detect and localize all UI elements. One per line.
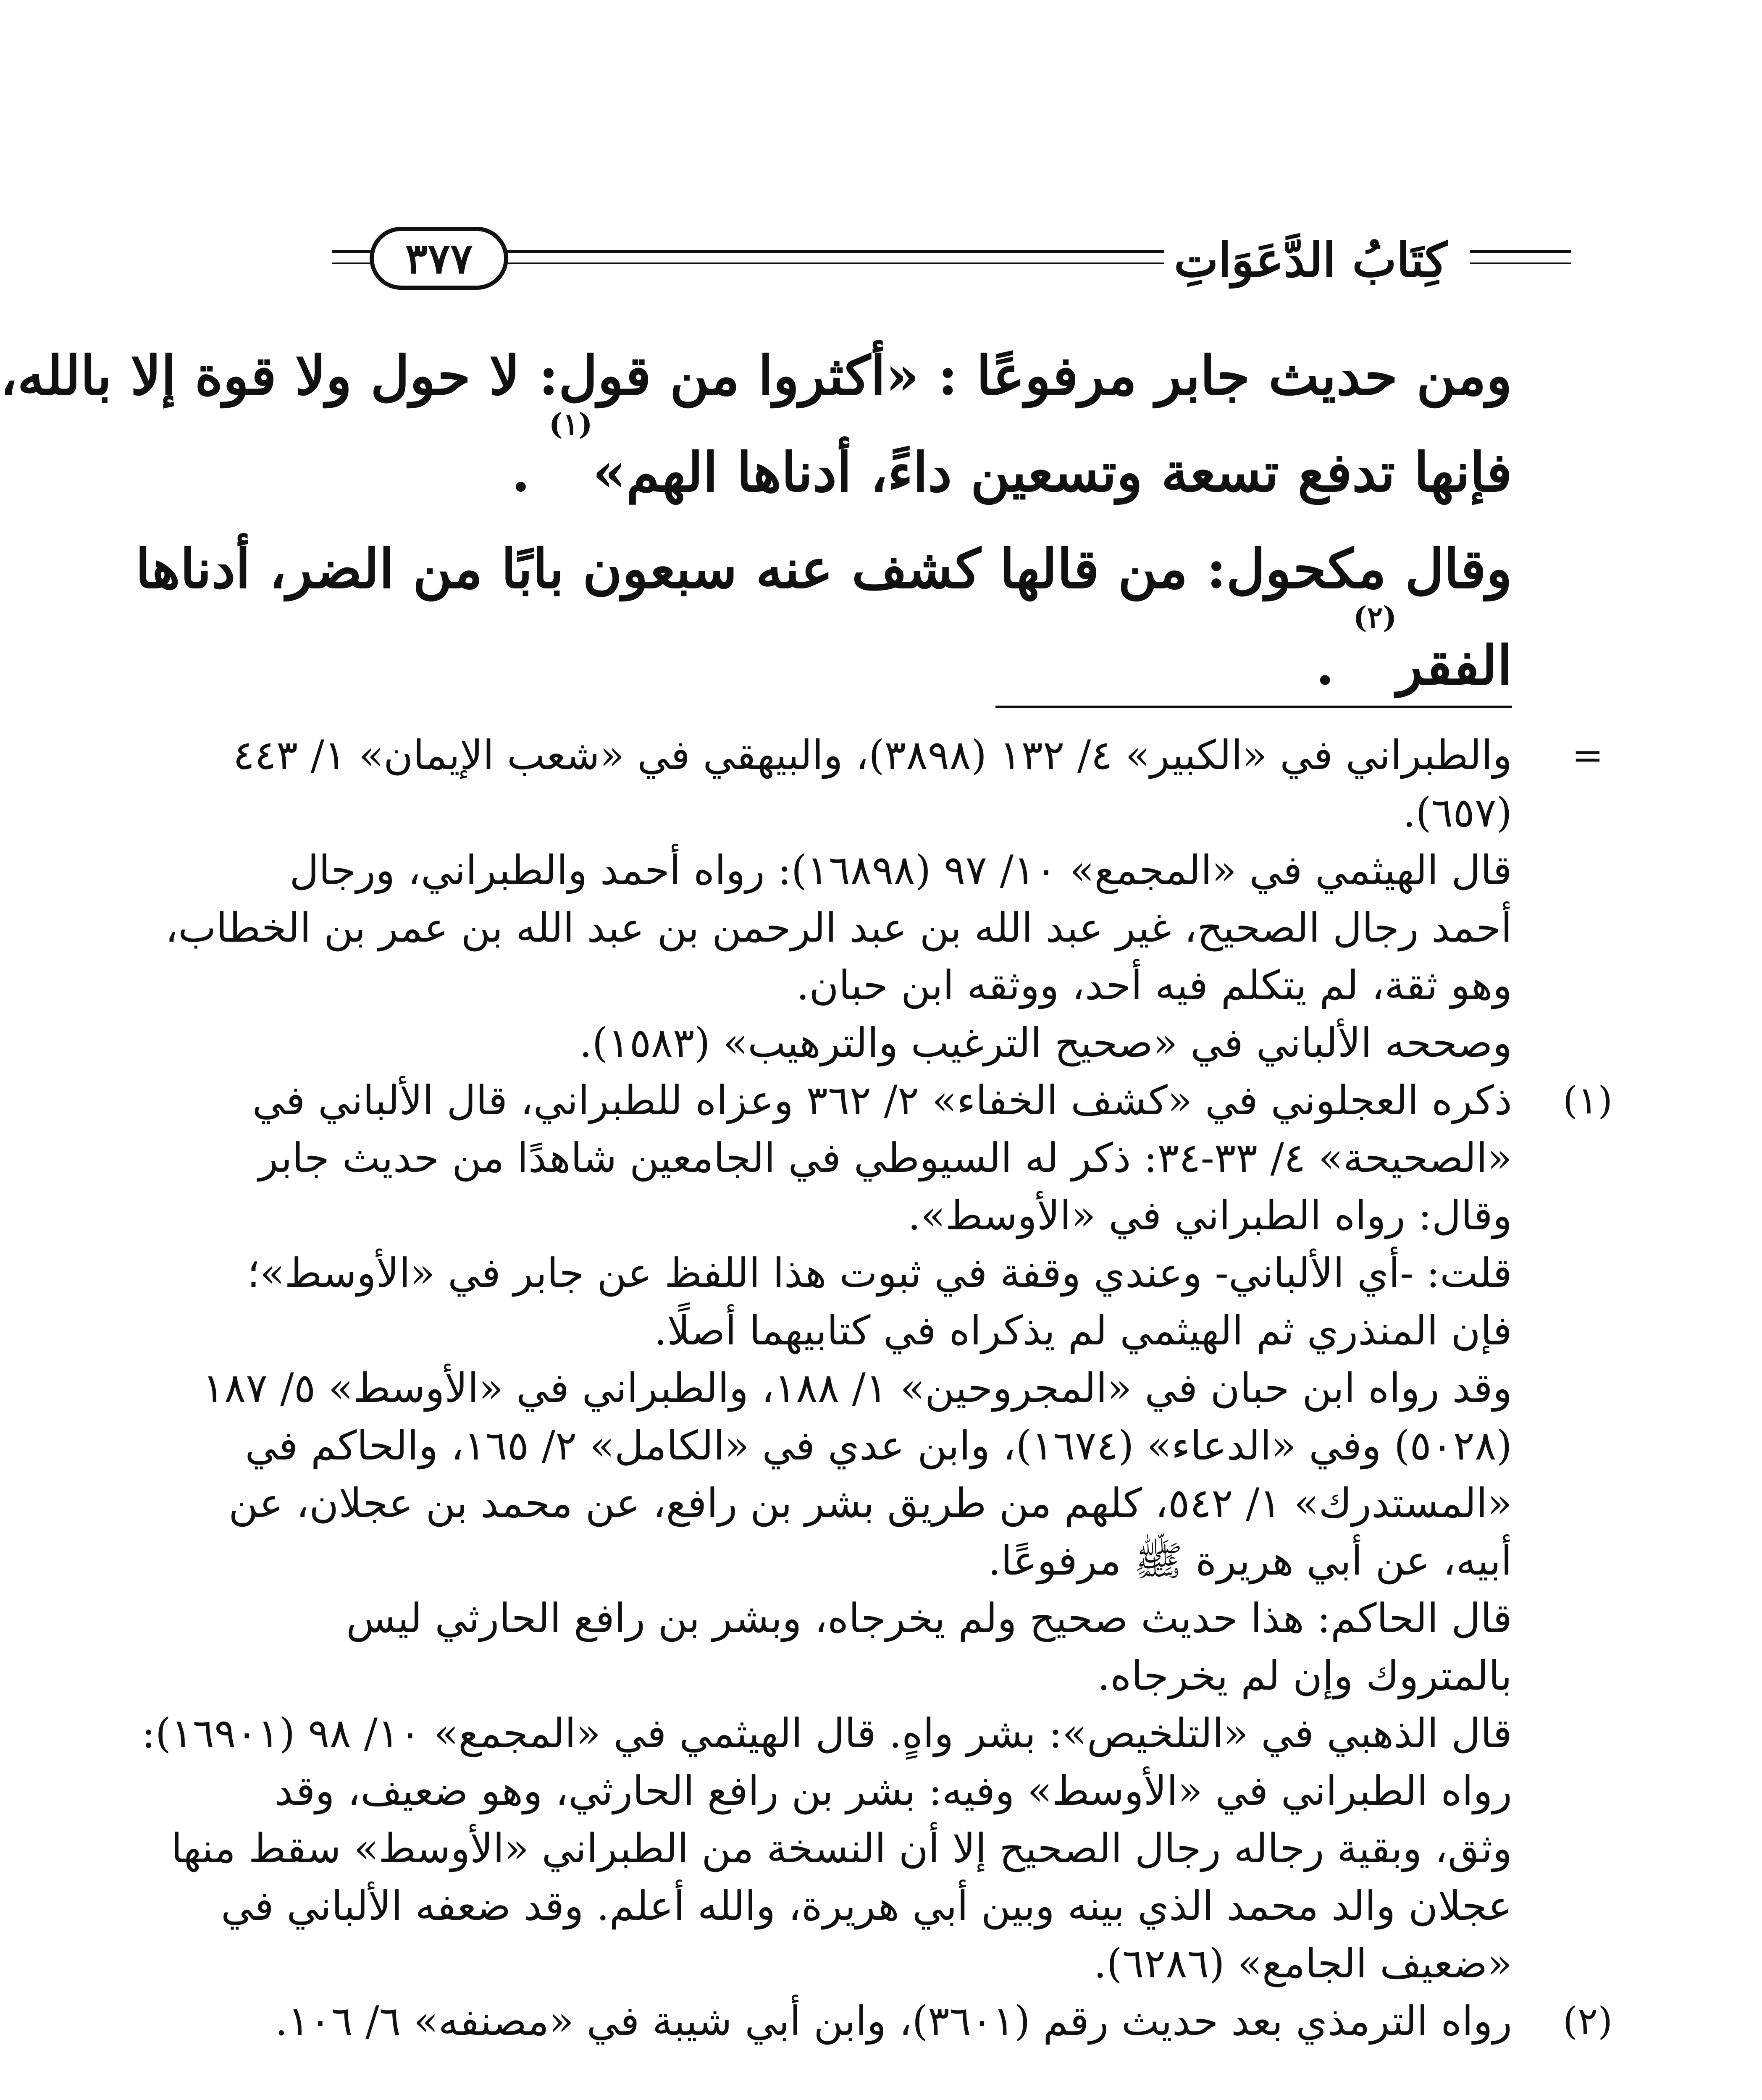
footnote-continuation — [165, 727, 1604, 1072]
footnote-line: قال الهيثمي في «المجمع» ١٠/ ٩٧ (١٦٨٩٨): رواه أحمد والطبراني، ورجال — [289, 847, 1512, 894]
footnote-line: «المستدرك» ١/ ٥٤٢، كلهم من طريق بشر بن رافع، عن محمد بن عجلان، عن — [228, 1480, 1512, 1527]
footnote-line: «ضعيف الجامع» (٦٢٨٦). — [1094, 1940, 1512, 1987]
footnote-line: أحمد رجال الصحيح، غير عبد الله بن عبد الرحمن بن عبد الله بن عمر بن الخطاب، — [165, 904, 1512, 951]
footnote-ref-1[interactable]: (١) — [549, 407, 593, 441]
footnote-line: قال الذهبي في «التلخيص»: بشر واهٍ. قال الهيثمي في «المجمع» ١٠/ ٩٨ (١٦٩٠١): — [142, 1710, 1512, 1757]
footnote-line: ذكره العجلوني في «كشف الخفاء» ٢/ ٣٦٢ وعزاه للطبراني، قال الألباني في — [252, 1077, 1512, 1124]
page-number: ٣٧٧ — [370, 227, 508, 290]
footnote-line: عجلان والد محمد الذي بينه وبين أبي هريرة، والله أعلم. وقد ضعفه الألباني في — [221, 1882, 1512, 1929]
footnote-2-marker: (٢) — [1562, 1999, 1613, 2043]
footnote-line: رواه الطبراني في «الأوسط» وفيه: بشر بن رافع الحارثي، وهو ضعيف، وقد — [275, 1767, 1512, 1814]
header-rule-right-top — [1470, 250, 1571, 253]
paragraph-jabir-hadith — [0, 328, 1512, 521]
running-header — [332, 218, 1571, 302]
footnotes — [142, 727, 1613, 2050]
header-rule-right-bottom — [1470, 262, 1571, 264]
text-span: . — [1316, 634, 1334, 697]
footnote-line: (٦٥٧). — [1402, 789, 1512, 836]
footnote-line: قال الحاكم: هذا حديث صحيح ولم يخرجاه، وبشر بن رافع الحارثي ليس — [346, 1595, 1512, 1642]
book-title: كِتَابُ الدَّعَوَاتِ — [1164, 235, 1457, 286]
footnote-divider — [995, 706, 1512, 708]
footnote-line: فإن المنذري ثم الهيثمي لم يذكراه في كتابيهما أصلًا. — [654, 1307, 1512, 1354]
main-text — [0, 328, 1512, 714]
footnote-line: بالمتروك وإن لم يخرجاه. — [1097, 1652, 1512, 1699]
text-line — [353, 600, 1512, 714]
text-span: الفقر — [1397, 634, 1512, 697]
footnote-line: وثق، وبقية رجاله رجال الصحيح إلا أن النسخة من الطبراني «الأوسط» سقط منها — [171, 1825, 1512, 1872]
continuation-marker: = — [1572, 733, 1604, 777]
footnote-line: وصححه الألباني في «صحيح الترغيب والترهيب» (١٥٨٣). — [579, 1019, 1512, 1066]
paragraph-makhul — [135, 521, 1512, 714]
footnote-line: «الصحيحة» ٤/ ٣٣-٣٤: ذكر له السيوطي في الجامعين شاهدًا من حديث جابر — [258, 1134, 1512, 1181]
text-span: . — [511, 441, 530, 504]
text-line: وقال مكحول: من قالها كشف عنه سبعون بابًا من الضر، أدناها — [135, 538, 1512, 601]
text-span: فإنها تدفع تسعة وتسعين داءً، أدناها الهم» — [592, 441, 1512, 504]
footnote-line: أبيه، عن أبي هريرة ﷺ مرفوعًا. — [988, 1537, 1512, 1584]
footnote-1-marker: (١) — [1562, 1079, 1613, 1123]
footnote-line: وهو ثقة، لم يتكلم فيه أحد، ووثقه ابن حبان. — [796, 962, 1512, 1009]
footnote-line: وقد رواه ابن حبان في «المجروحين» ١/ ١٨٨، والطبراني في «الأوسط» ٥/ ١٨٧ — [202, 1365, 1512, 1412]
footnote-line: وقال: رواه الطبراني في «الأوسط». — [908, 1192, 1512, 1239]
footnote-line: والطبراني في «الكبير» ٤/ ١٣٢ (٣٨٩٨)، والبيهقي في «شعب الإيمان» ١/ ٤٤٣ — [233, 732, 1512, 779]
text-line: ومن حديث جابر مرفوعًا : «أكثروا من قول: لا حول ولا قوة إلا بالله، — [0, 344, 1512, 407]
footnote-2 — [275, 1992, 1613, 2050]
text-line — [353, 407, 1512, 521]
footnote-line: رواه الترمذي بعد حديث رقم (٣٦٠١)، وابن أبي شيبة في «مصنفه» ٦/ ١٠٦. — [275, 1998, 1512, 2045]
footnote-ref-2[interactable]: (٢) — [1353, 600, 1397, 635]
footnote-line: (٥٠٢٨) وفي «الدعاء» (١٦٧٤)، وابن عدي في «الكامل» ٢/ ١٦٥، والحاكم في — [245, 1422, 1512, 1469]
footnote-1 — [142, 1072, 1613, 1992]
footnote-line: قلت: -أي الألباني- وعندي وقفة في ثبوت هذا اللفظ عن جابر في «الأوسط»؛ — [247, 1250, 1512, 1297]
